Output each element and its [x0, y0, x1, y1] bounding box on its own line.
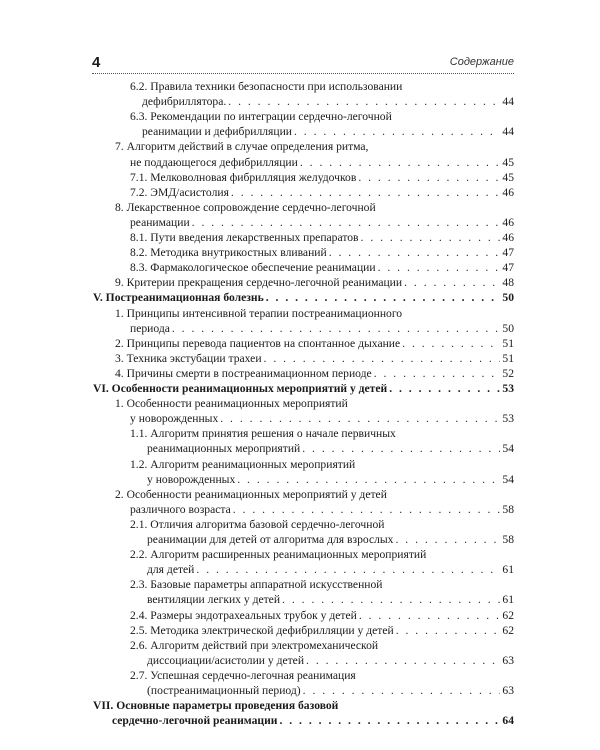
toc-entry-title: 1. Принципы интенсивной терапии постреанимационного — [115, 306, 403, 320]
toc-entry-title: 2.1. Отличия алгоритма базовой сердечно-легочной — [130, 517, 385, 531]
toc-entry-title: 6.2. Правила техники безопасности при использовании — [130, 80, 403, 93]
toc-page-number: 51 — [502, 336, 514, 350]
toc-entry-title: 1.2. Алгоритм реанимационных мероприятий — [130, 457, 356, 471]
dot-leader — [233, 503, 501, 516]
toc-entry-title: реанимации для детей от алгоритма для взрослых — [147, 533, 394, 546]
toc-entry-title: 8.1. Пути введения лекарственных препаратов — [130, 231, 359, 244]
toc-entry-title: 2. Особенности реанимационных мероприятий у детей — [115, 487, 387, 501]
toc-entry-title: у новорожденных — [130, 412, 219, 426]
toc-page-number: 44 — [502, 125, 514, 139]
toc-entry-title: реанимации и дефибрилляции — [142, 125, 292, 139]
toc-page-number: 50 — [502, 321, 514, 335]
toc-entry-title: 4. Причины смерти в постреанимационном периоде — [115, 366, 372, 380]
dot-leader — [172, 322, 501, 335]
toc-entry-title: (постреанимационный период) — [147, 684, 301, 697]
toc-page-number: 48 — [502, 276, 514, 290]
toc-entry-title: 8. Лекарственное сопровождение сердечно-легочной — [115, 200, 376, 214]
toc-entry-title: не поддающегося дефибрилляции — [130, 155, 298, 169]
toc-entry-title: дефибриллятора. — [142, 95, 227, 109]
toc-page-number: 64 — [502, 714, 514, 728]
dot-leader — [378, 261, 501, 274]
section-title: Содержание — [449, 56, 514, 68]
toc-entry-title: сердечно-легочной реанимации — [112, 714, 278, 728]
toc-entry-title: 2.2. Алгоритм расширенных реанимационных мероприятий — [130, 548, 427, 562]
dot-leader — [302, 442, 500, 455]
toc-page-number: 62 — [502, 623, 514, 637]
dot-leader — [329, 246, 501, 259]
toc-page-number: 52 — [502, 366, 514, 380]
toc-page-number: 63 — [502, 684, 514, 697]
toc-page-number: 46 — [502, 215, 514, 229]
toc-entry-title: VI. Особенности реанимационных мероприятий у детей — [93, 382, 388, 395]
toc-page-number: 47 — [502, 261, 514, 275]
dot-leader — [396, 624, 501, 637]
dot-leader — [192, 216, 501, 229]
toc-page-number: 58 — [502, 502, 514, 516]
dot-leader — [282, 593, 500, 606]
toc-entry-title: 2.3. Базовые параметры аппаратной искусственной — [130, 578, 383, 592]
toc-page-number: 45 — [502, 155, 514, 169]
dot-leader — [374, 367, 501, 380]
dot-leader — [264, 352, 501, 365]
toc-entry-title: 2.4. Размеры эндотрахеальных трубок у детей — [130, 608, 357, 622]
toc-page-number: 46 — [502, 185, 514, 199]
dot-leader — [220, 412, 500, 425]
toc-entry-title: реанимации — [130, 215, 190, 229]
toc-page-number: 45 — [502, 170, 514, 184]
toc-entry-title: 7. Алгоритм действий в случае определения ритма, — [115, 140, 369, 154]
toc-page-number: 50 — [502, 291, 514, 305]
header-divider — [92, 73, 514, 74]
page-number: 4 — [92, 54, 101, 71]
toc-entry-title: 2. Принципы перевода пациентов на спонтанное дыхание — [115, 336, 401, 350]
toc-page-number: 61 — [502, 563, 514, 577]
dot-leader — [359, 609, 501, 622]
toc-entry-title: 9. Критерии прекращения сердечно-легочной реанимации — [115, 276, 403, 290]
dot-leader — [303, 684, 501, 697]
dot-leader — [294, 125, 500, 138]
toc-entry-title: 7.2. ЭМД/асистолия — [130, 185, 229, 199]
toc-page-number: 44 — [502, 95, 514, 109]
toc-entry-title: различного возраста — [130, 502, 231, 516]
toc-page-number: 54 — [502, 442, 514, 456]
dot-leader — [266, 291, 501, 304]
toc-page-number: 51 — [502, 351, 514, 365]
toc-page-number: 62 — [502, 608, 514, 622]
dot-leader — [237, 473, 500, 486]
toc-entry-title: периода — [130, 321, 170, 335]
dot-leader — [306, 654, 500, 667]
toc-entry-title: 1. Особенности реанимационных мероприятий — [115, 397, 348, 411]
toc-entry-title: диссоциации/асистолии у детей — [147, 653, 305, 667]
toc-page-number: 53 — [502, 382, 514, 395]
toc-entry-title: 2.7. Успешная сердечно-легочная реанимация — [130, 668, 356, 682]
toc-entry-title: 2.6. Алгоритм действий при электромеханической — [130, 638, 379, 652]
dot-leader — [279, 714, 500, 727]
toc-entry-title: 8.3. Фармакологическое обеспечение реанимации — [130, 261, 376, 275]
toc-entry-title: 3. Техника экстубации трахеи — [115, 351, 262, 365]
dot-leader — [404, 276, 500, 289]
toc-entry-title: 2.5. Методика электрической дефибрилляции у детей — [130, 623, 394, 637]
dot-leader — [395, 533, 500, 546]
dot-leader — [358, 171, 500, 184]
toc-entry-title: 7.1. Мелковолновая фибрилляция желудочков — [130, 170, 357, 184]
toc-page-number: 46 — [502, 231, 514, 244]
toc-entry-title: реанимационных мероприятий — [147, 442, 301, 456]
toc-page-number: 53 — [502, 412, 514, 426]
dot-leader — [231, 186, 501, 199]
running-header — [92, 54, 514, 72]
toc-entry-title: V. Постреанимационная болезнь — [93, 291, 264, 305]
toc-entry-title: 6.3. Рекомендации по интеграции сердечно-легочной — [130, 110, 392, 124]
toc-page-number: 54 — [502, 472, 514, 486]
toc-page-number: 61 — [502, 593, 514, 607]
toc-entry-title: 1.1. Алгоритм принятия решения о начале первичных — [130, 427, 396, 441]
dot-leader — [196, 563, 500, 576]
dot-leader — [228, 95, 500, 108]
toc-page-number: 58 — [502, 533, 514, 546]
toc-entry-title: вентиляции легких у детей — [147, 593, 281, 607]
toc-entry-title: у новорожденных — [147, 472, 236, 486]
dot-leader — [361, 231, 501, 244]
toc-page-number: 47 — [502, 246, 514, 260]
dot-leader — [402, 337, 500, 350]
toc-page-number: 63 — [502, 653, 514, 667]
toc-entry-title: для детей — [147, 563, 195, 577]
toc-entry-title: 8.2. Методика внутрикостных вливаний — [130, 246, 327, 260]
dot-leader — [300, 156, 501, 169]
toc-entry-title: VII. Основные параметры проведения базовой — [93, 699, 339, 713]
dot-leader — [389, 382, 500, 395]
